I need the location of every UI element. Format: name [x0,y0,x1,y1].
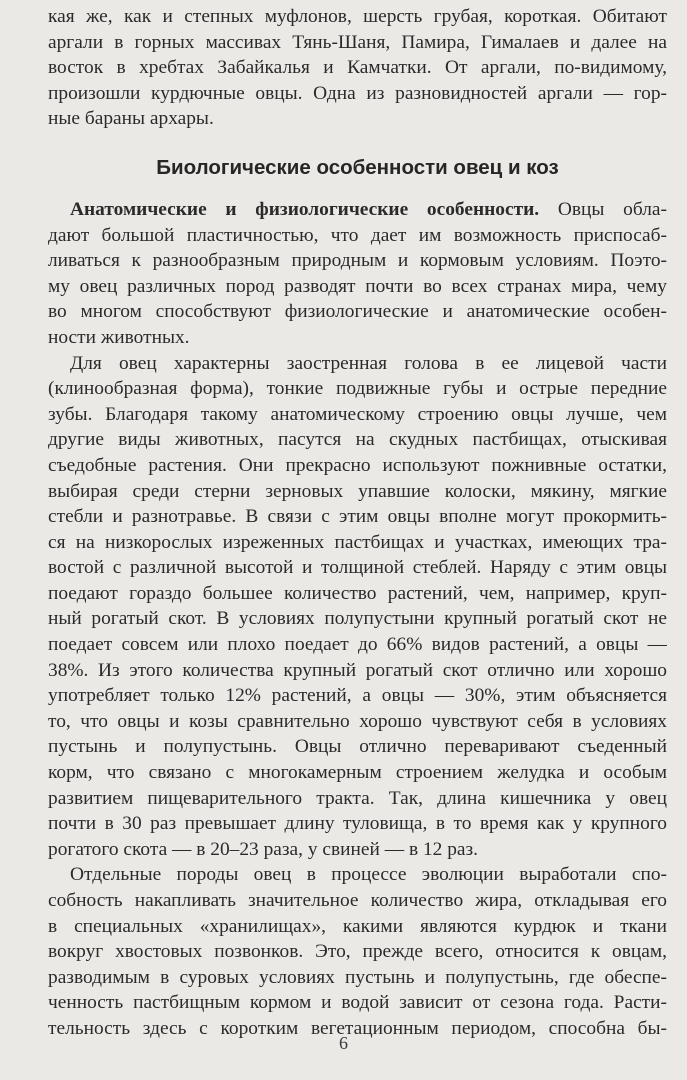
text-line: му овец различных пород разводят почти во всех странах мира, чему [48,275,667,297]
section-title: Биологические особенности овец и коз [156,155,559,179]
text-line: ный рогатый скот. В условиях полупустыни крупный рогатый скот не [48,608,667,630]
text-line: Отдельные породы овец в процессе эволюции выработали спо- [70,864,667,886]
paragraph-head-shape [48,351,667,863]
text-line: во многом способствуют физиологические и анатомические особен- [48,301,667,323]
text-line: пустынь и полупустынь. Овцы отлично переваривают съеденный [48,736,667,758]
text-line: выбирая среди стерни зерновых упавшие колоски, мякину, мягкие [48,480,667,502]
text-line: 38%. Из этого количества крупный рогатый скот отлично или хорошо [48,659,667,681]
text-fragment: Овцы обла- [539,198,667,220]
text-line: кая же, как и степных муфлонов, шерсть грубая, короткая. Обитают [48,6,667,27]
text-line: употребляет только 12% растений, а овцы — 30%, этим объясняется [48,685,667,707]
text-line: восток в хребтах Забайкалья и Камчатки. От аргали, по-видимому, [48,57,667,79]
text-line: почти в 30 раз превышает длину туловища, в то время как у крупного [48,813,667,835]
text-line: ливаться к разнообразным природным и кормовым условиям. Поэто- [48,250,667,272]
text-line: произошли курдючные овцы. Одна из разновидностей аргали — гор- [48,82,667,104]
page-number: 6 [339,1033,348,1053]
text-line: дают большой пластичностью, что дает им возможность приспосаб- [48,224,667,246]
text-line: ные бараны архары. [48,108,214,130]
paragraph-fat-storage [48,862,667,1041]
text-line: (клинообразная форма), тонкие подвижные губы и острые передние [48,378,667,400]
text-line: ности животных. [48,326,190,348]
text-line: то, что овцы и козы сравнительно хорошо чувствуют себя в условиях [48,710,667,732]
text-line: поедают гораздо большее количество растений, чем, например, круп- [48,582,667,604]
text-line [48,197,667,223]
text-line: зубы. Благодаря такому анатомическому строению овцы лучше, чем [48,403,667,425]
text-line: аргали в горных массивах Тянь-Шаня, Памира, Гималаев и далее на [48,31,667,53]
text-line: в специальных «хранилищах», какими являются курдюк и ткани [48,915,667,937]
paragraph-anatomy [48,197,667,351]
text-line: Для овец характерны заостренная голова в ее лицевой части [70,352,667,374]
text-line: другие виды животных, пасутся на скудных пастбищах, отыскивая [48,429,667,451]
text-line: съедобные растения. Они прекрасно используют пожнивные остатки, [48,454,667,476]
text-line: разводимым в суровых условиях пустынь и полупустынь, где обеспе- [48,966,667,988]
text-line: корм, что связано с многокамерным строением желудка и особым [48,762,667,784]
text-line: собность накапливать значительное количество жира, откладывая его [48,890,667,911]
text-line: тельность здесь с коротким вегетационным периодом, способна бы- [48,1017,667,1039]
intro-paragraph [48,4,667,132]
text-line: развитием пищеварительного тракта. Так, длина кишечника у овец [48,787,667,809]
text-line: вокруг хвостовых позвонков. Это, прежде всего, относится к овцам, [48,941,667,963]
text-line: ченность пастбищным кормом и водой зависит от сезона года. Расти- [48,992,667,1014]
paragraph-subheading: Анатомические и физиологические особенности. [70,198,540,220]
text-line: востой с различной высотой и толщиной стеблей. Наряду с этим овцы [48,557,667,579]
text-line: ся на низкорослых изреженных пастбищах и участках, имеющих тра- [48,531,667,553]
text-line: рогатого скота — в 20–23 раза, у свиней — в 12 раз. [48,838,479,860]
text-line: поедает совсем или плохо поедает до 66% видов растений, а овцы — [48,634,667,656]
text-line: стебли и разнотравье. В связи с этим овцы вполне могут прокормить- [48,506,667,528]
